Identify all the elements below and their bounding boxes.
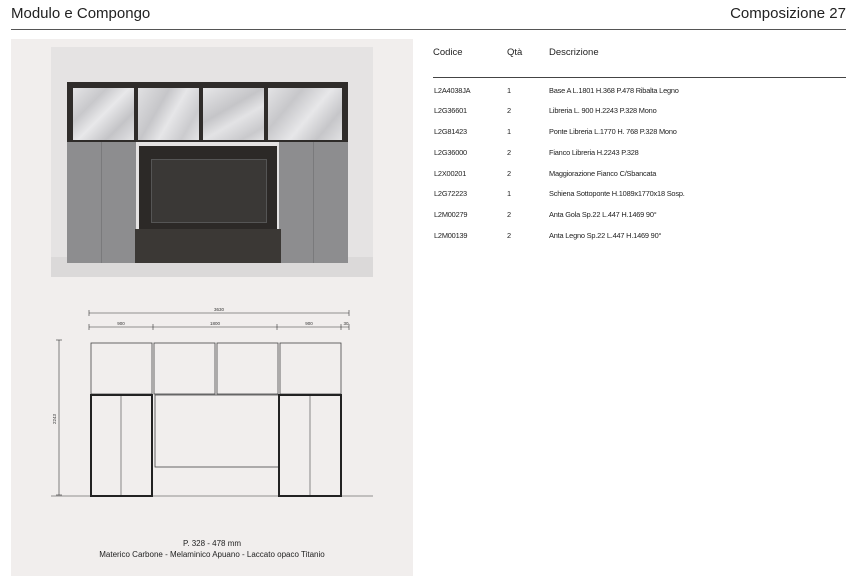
row-code: L2G81423 [434,127,467,136]
table-row [0,231,857,245]
row-desc: Ponte Libreria L.1770 H. 768 P.328 Mono [549,127,677,136]
table-header-divider [433,77,846,78]
row-desc: Libreria L. 900 H.2243 P.328 Mono [549,106,657,115]
row-code: L2M00279 [434,210,468,219]
row-desc: Base A L.1801 H.368 P.478 Ribalta Legno [549,86,679,95]
row-desc: Schiena Sottoponte H.1089x1770x18 Sosp. [549,189,685,198]
header-divider [11,29,846,30]
dim-height: 2243 [52,413,57,425]
table-row [0,148,857,162]
row-qty: 2 [507,231,511,240]
dim-total: 3630 [213,307,225,312]
row-code: L2G36000 [434,148,467,157]
depth-caption: P. 328 - 478 mm [182,539,242,548]
page-title-left: Modulo e Compongo [11,5,151,22]
col-header-desc: Descrizione [549,47,599,58]
row-qty: 2 [507,210,511,219]
row-code: L2G72223 [434,189,467,198]
row-code: L2G36601 [434,106,467,115]
dim-right: 900 [305,321,313,326]
col-header-code: Codice [433,47,463,58]
row-qty: 1 [507,86,511,95]
row-qty: 1 [507,127,511,136]
table-row [0,106,857,120]
row-desc: Anta Gola Sp.22 L.447 H.1469 90° [549,210,657,219]
table-row [0,86,857,100]
col-header-qty: Qtà [507,47,523,58]
row-qty: 2 [507,106,511,115]
table-row [0,210,857,224]
table-row [0,127,857,141]
table-row [0,189,857,203]
table-row [0,169,857,183]
dim-middle: 1800 [209,321,221,326]
materials-caption: Materico Carbone - Melaminico Apuano - Laccato opaco Titanio [99,550,325,559]
row-qty: 2 [507,148,511,157]
row-code: L2A4038JA [434,86,471,95]
row-desc: Maggiorazione Fianco C/Sbancata [549,169,657,178]
row-code: L2M00139 [434,231,468,240]
technical-drawing [11,303,413,543]
row-qty: 2 [507,169,511,178]
page-title-right: Composizione 27 [730,5,846,22]
row-desc: Anta Legno Sp.22 L.447 H.1469 90° [549,231,662,240]
dim-end: 30 [343,321,349,326]
row-code: L2X00201 [434,169,467,178]
dim-left: 900 [117,321,125,326]
row-qty: 1 [507,189,511,198]
row-desc: Fianco Libreria H.2243 P.328 [549,148,639,157]
